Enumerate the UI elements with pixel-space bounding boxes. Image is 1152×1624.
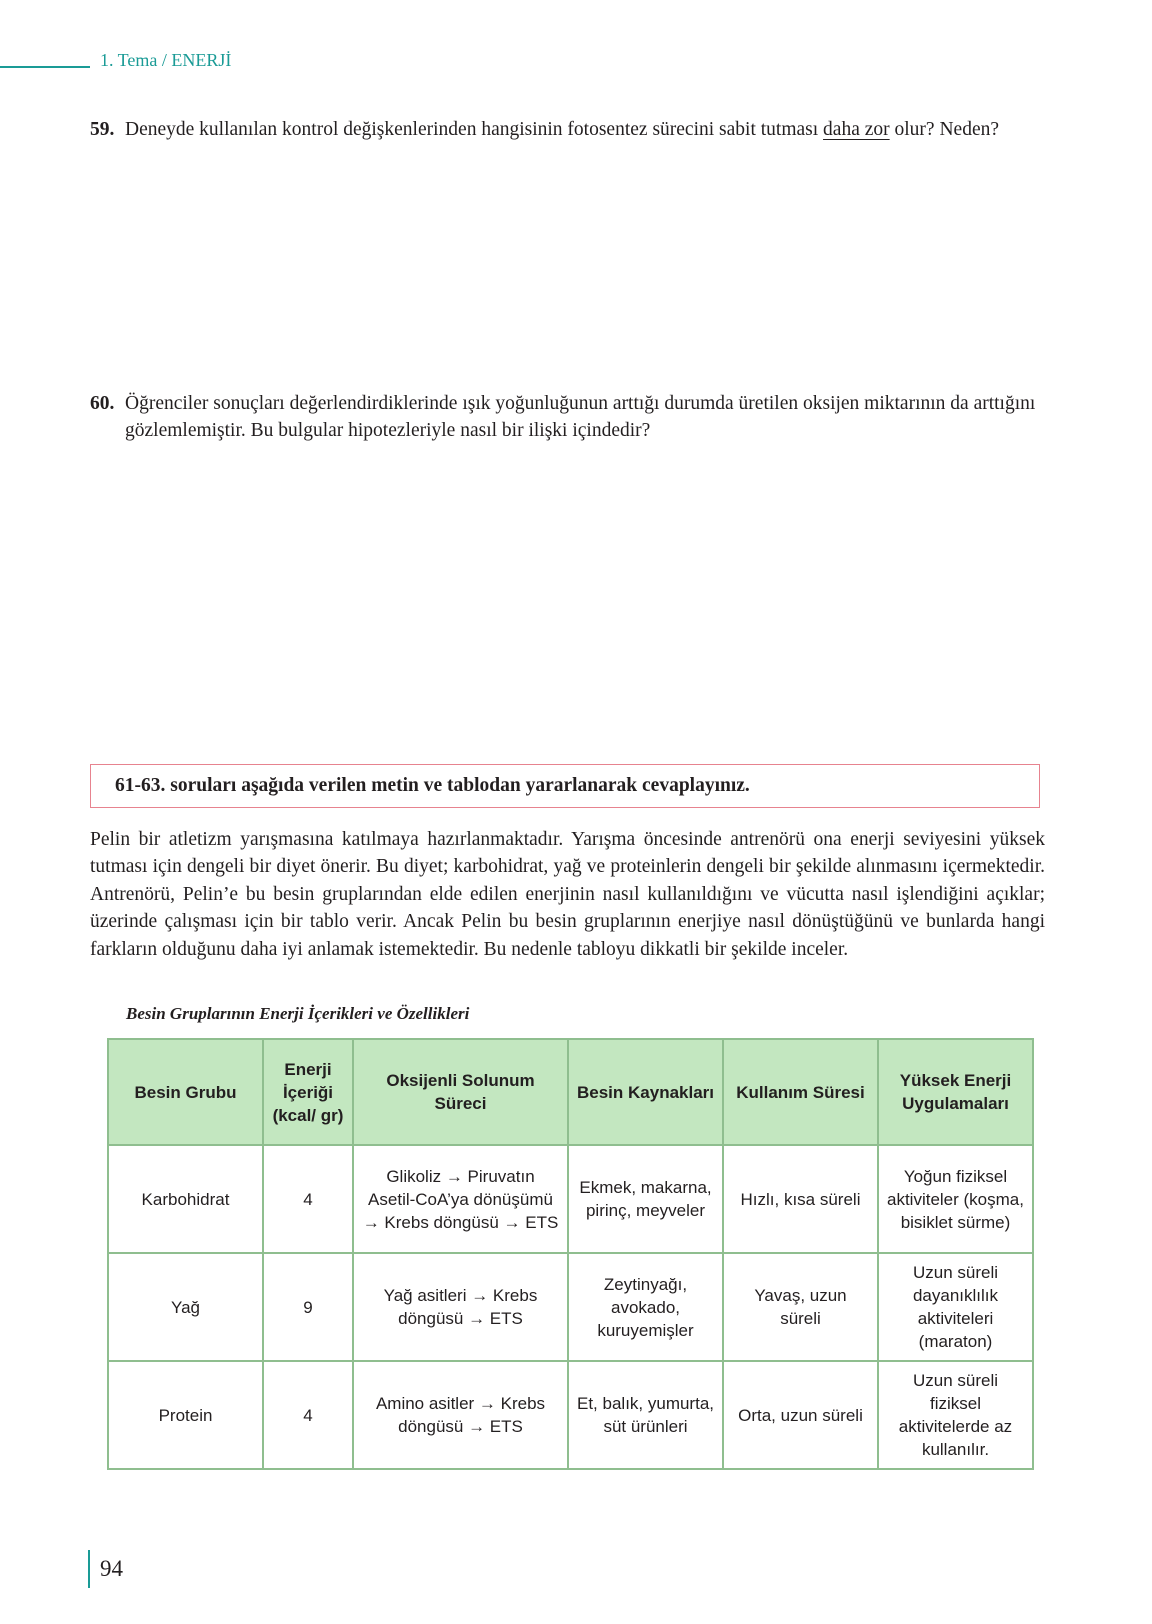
header-cell: Besin Grubu (108, 1039, 263, 1145)
table-cell: Amino asitler → Krebs döngüsü → ETS (353, 1361, 568, 1469)
table-cell: Ekmek, makarna, pirinç, meyveler (568, 1145, 723, 1253)
question-number: 60. (90, 393, 115, 414)
table-cell: 4 (263, 1145, 353, 1253)
header-cell: Enerji İçeriği (kcal/ gr) (263, 1039, 353, 1145)
question-text: Öğrenciler sonuçları değerlendirdiklerinde ışık yoğunluğunun arttığı durumda üretilen oksijen miktarının da arttığını gözlemlemiştir. Bu bulgular hipotezleriyle nasıl bir ilişki içindedir? (125, 393, 1036, 441)
table-cell: Yavaş, uzun süreli (723, 1253, 878, 1361)
table-cell: Orta, uzun süreli (723, 1361, 878, 1469)
header-label: 1. Tema / ENERJİ (100, 50, 232, 70)
table-cell: Glikoliz → Piruvatın Asetil-CoA’ya dönüşümü → Krebs döngüsü → ETS (353, 1145, 568, 1253)
table-caption: Besin Gruplarının Enerji İçerikleri ve Özellikleri (126, 1004, 470, 1023)
header-cell: Oksijenli Solunum Süreci (353, 1039, 568, 1145)
header-cell: Yüksek Enerji Uygulamaları (878, 1039, 1033, 1145)
instruction-box: 61-63. soruları aşağıda verilen metin ve tablodan yararlanarak cevaplayınız. (90, 764, 1040, 808)
table-cell: 9 (263, 1253, 353, 1361)
table-cell: Uzun süreli dayanıklılık aktiviteleri (maraton) (878, 1253, 1033, 1361)
reading-passage: Pelin bir atletizm yarışmasına katılmaya hazırlanmaktadır. Yarışma öncesinde antrenörü ona enerji seviyesini yüksek tutması için dengeli bir diyet önerir. Bu diyet; karbohidrat, yağ ve proteinlerin dengeli bir şekilde alınmasını içermektedir. Antrenörü, Pelin’e bu besin gruplarından elde edilen enerjinin nasıl kullanıldığını ve vücutta nasıl işlendiğini açıklar; üzerinde çalışması için bir tablo verir. Ancak Pelin bu besin gruplarının enerjiye nasıl dönüştüğünü ve bunlarda hangi farkların olduğunu daha iyi anlamak istemektedir. Bu nedenle tabloyu dikkatli bir şekilde inceler. (90, 829, 1045, 960)
question-text-part: olur? Neden? (889, 119, 1000, 140)
table-cell: Et, balık, yumurta, süt ürünleri (568, 1361, 723, 1469)
question-number: 59. (90, 119, 115, 140)
question-60 (90, 390, 1050, 444)
page-number: 94 (100, 1556, 123, 1581)
table-cell: Karbohidrat (108, 1145, 263, 1253)
question-text (125, 116, 1050, 143)
table-row (108, 1361, 1033, 1469)
table-cell: Yağ (108, 1253, 263, 1361)
table-cell: Zeytinyağı, avokado, kuruyemişler (568, 1253, 723, 1361)
table-cell: Hızlı, kısa süreli (723, 1145, 878, 1253)
header-cell: Kullanım Süresi (723, 1039, 878, 1145)
table-row (108, 1253, 1033, 1361)
food-groups-table (107, 1038, 1034, 1470)
underlined-phrase: daha zor (823, 119, 890, 140)
question-59 (90, 116, 1050, 143)
footer-rule (88, 1550, 90, 1588)
table-header-row (108, 1039, 1033, 1145)
table-cell: 4 (263, 1361, 353, 1469)
table-cell: Yağ asitleri → Krebs döngüsü → ETS (353, 1253, 568, 1361)
table-cell: Yoğun fiziksel aktiviteler (koşma, bisiklet sürme) (878, 1145, 1033, 1253)
header-cell: Besin Kaynakları (568, 1039, 723, 1145)
table-row (108, 1145, 1033, 1253)
table-cell: Uzun süreli fiziksel aktivitelerde az kullanılır. (878, 1361, 1033, 1469)
header-rule (0, 66, 90, 68)
table-cell: Protein (108, 1361, 263, 1469)
question-text-part: Deneyde kullanılan kontrol değişkenlerinden hangisinin fotosentez sürecini sabit tutması (125, 119, 824, 140)
